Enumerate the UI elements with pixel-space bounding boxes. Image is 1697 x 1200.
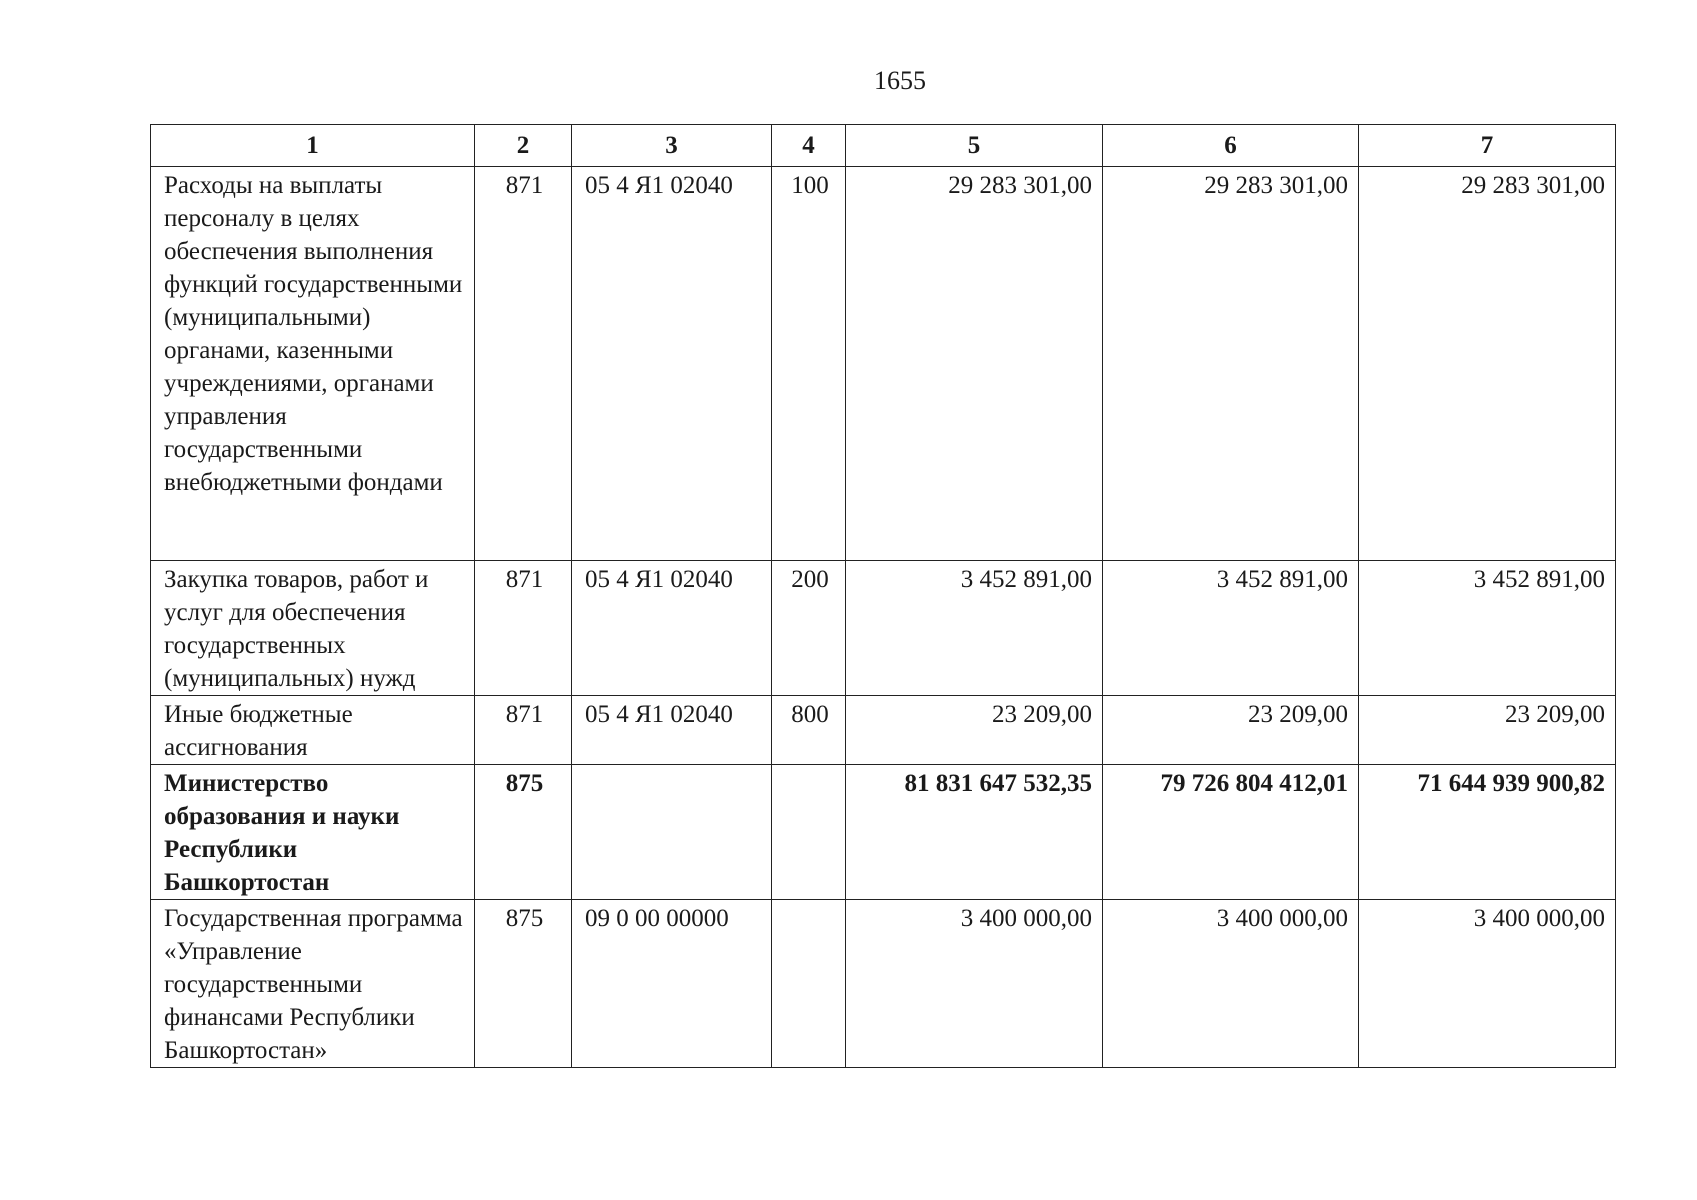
amount-column-7: 3 452 891,00 (1359, 561, 1616, 696)
target-article-code: 05 4 Я1 02040 (572, 167, 772, 561)
amount-column-6: 79 726 804 412,01 (1103, 765, 1359, 900)
column-header-2: 2 (475, 125, 572, 167)
row-name: Закупка товаров, работ и услуг для обеспечения государственных (муниципальных) нужд (151, 561, 475, 696)
amount-column-5: 3 400 000,00 (846, 900, 1103, 1068)
ministry-code: 875 (475, 900, 572, 1068)
expense-type-code: 800 (772, 696, 846, 765)
target-article-code: 09 0 00 00000 (572, 900, 772, 1068)
amount-column-5: 23 209,00 (846, 696, 1103, 765)
table-row (151, 561, 1616, 696)
amount-column-6: 29 283 301,00 (1103, 167, 1359, 561)
page-number: 1655 (874, 66, 926, 95)
amount-column-6: 3 400 000,00 (1103, 900, 1359, 1068)
row-name: Иные бюджетные ассигнования (151, 696, 475, 765)
column-header-3: 3 (572, 125, 772, 167)
amount-column-6: 23 209,00 (1103, 696, 1359, 765)
header-row (151, 125, 1616, 167)
ministry-code: 871 (475, 167, 572, 561)
amount-column-7: 29 283 301,00 (1359, 167, 1616, 561)
table-row (151, 696, 1616, 765)
target-article-code: 05 4 Я1 02040 (572, 696, 772, 765)
amount-column-5: 3 452 891,00 (846, 561, 1103, 696)
amount-column-5: 81 831 647 532,35 (846, 765, 1103, 900)
row-name: Расходы на выплаты персоналу в целях обеспечения выполнения функций государственными (муниципальными) органами, казенными учреждениями, органами управления государственными внебюджетными фондами (151, 167, 475, 561)
expense-type-code: 200 (772, 561, 846, 696)
ministry-code: 875 (475, 765, 572, 900)
ministry-code: 871 (475, 561, 572, 696)
row-name: Министерство образования и науки Республики Башкортостан (151, 765, 475, 900)
column-header-6: 6 (1103, 125, 1359, 167)
table-row (151, 167, 1616, 561)
expense-type-code (772, 900, 846, 1068)
expense-type-code (772, 765, 846, 900)
amount-column-7: 3 400 000,00 (1359, 900, 1616, 1068)
budget-table (150, 124, 1616, 1068)
target-article-code: 05 4 Я1 02040 (572, 561, 772, 696)
column-header-4: 4 (772, 125, 846, 167)
table-row (151, 900, 1616, 1068)
column-header-1: 1 (151, 125, 475, 167)
column-header-5: 5 (846, 125, 1103, 167)
table-row (151, 765, 1616, 900)
row-name: Государственная программа «Управление государственными финансами Республики Башкортостан» (151, 900, 475, 1068)
amount-column-7: 71 644 939 900,82 (1359, 765, 1616, 900)
target-article-code (572, 765, 772, 900)
amount-column-6: 3 452 891,00 (1103, 561, 1359, 696)
amount-column-5: 29 283 301,00 (846, 167, 1103, 561)
column-header-7: 7 (1359, 125, 1616, 167)
expense-type-code: 100 (772, 167, 846, 561)
ministry-code: 871 (475, 696, 572, 765)
amount-column-7: 23 209,00 (1359, 696, 1616, 765)
